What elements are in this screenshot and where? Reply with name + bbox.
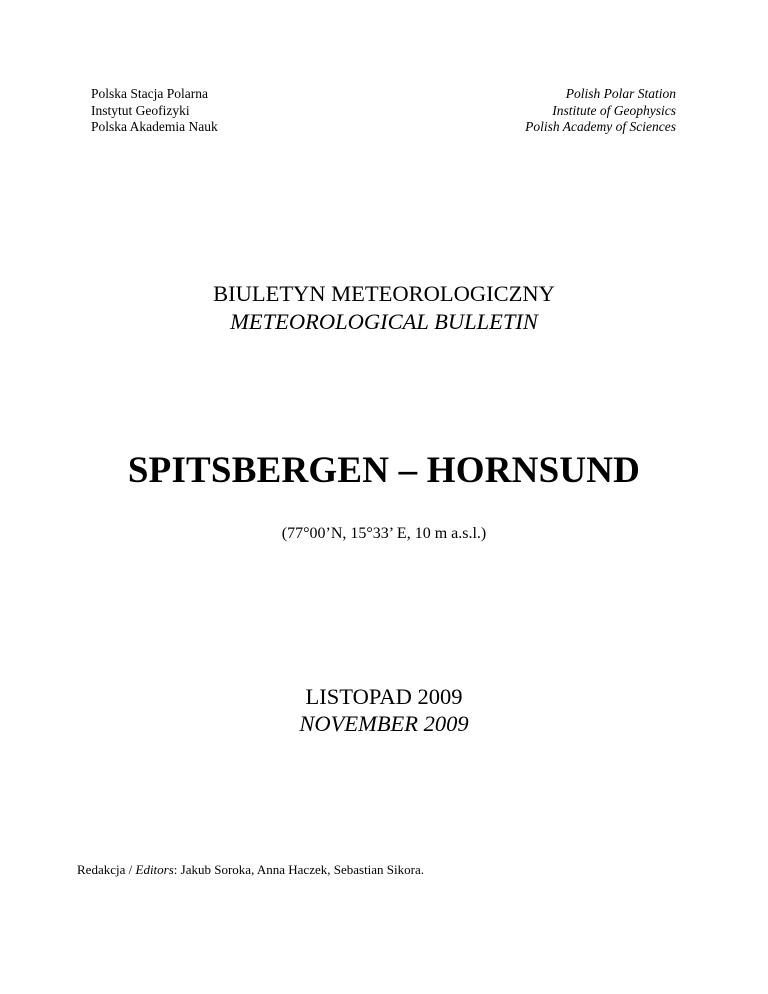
editors-separator: / [125,862,136,877]
editors-colon: : [173,862,181,877]
header-right-line-1: Polish Polar Station [565,86,676,101]
bulletin-title [0,280,768,336]
header-right-line-3: Polish Academy of Sciences [525,119,676,134]
location-coordinates: (77°00’N, 15°33’ E, 10 m a.s.l.) [281,525,487,542]
editors-label-pl: Redakcja [77,862,126,877]
header-institution-en [525,86,676,136]
period-pl: LISTOPAD 2009 [305,684,463,709]
period-en: NOVEMBER 2009 [299,711,469,736]
header-left-line-1: Polska Stacja Polarna [91,86,208,101]
bulletin-period [0,683,768,737]
header-institution-pl [91,86,218,136]
bulletin-title-pl: BIULETYN METEOROLOGICZNY [213,281,555,306]
editors-names: Jakub Soroka, Anna Haczek, Sebastian Sikora. [180,862,425,877]
editors-line [77,862,424,878]
header-left-line-3: Polska Akademia Nauk [91,119,218,134]
location-title: SPITSBERGEN – HORNSUND [127,450,641,491]
header-right-line-2: Institute of Geophysics [552,102,676,118]
editors-label-en: Editors [135,862,174,877]
header-left-line-2: Instytut Geofizyki [91,102,190,118]
bulletin-title-en: METEOROLOGICAL BULLETIN [230,309,538,334]
